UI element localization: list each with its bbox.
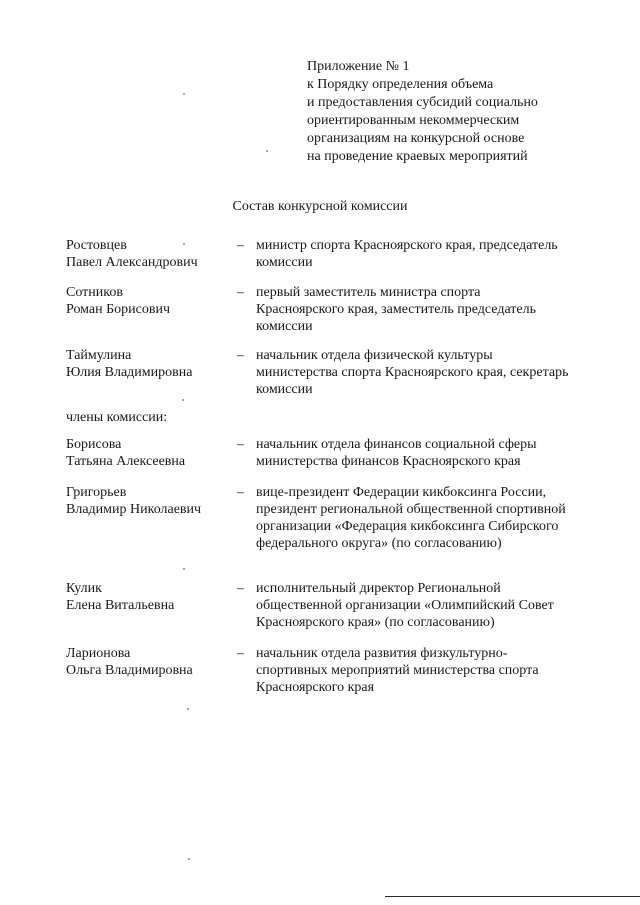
member-given-names: Елена Витальевна xyxy=(66,598,175,613)
appendix-line: на проведение краевых мероприятий xyxy=(307,149,528,164)
member-surname: Григорьев xyxy=(66,485,127,500)
scan-speck xyxy=(187,708,189,710)
member-role: вице-президент Федерации кикбоксинга России, президент региональной общественной спортивной организации «Федерация кикбоксинга Сибирского федерального округа» (по согласованию) xyxy=(256,485,566,551)
document-title: Состав конкурсной комиссии xyxy=(232,199,408,214)
bottom-rule xyxy=(385,896,640,897)
scan-speck xyxy=(183,243,185,245)
member-given-names: Владимир Николаевич xyxy=(66,502,202,517)
member-name xyxy=(66,436,236,470)
dash: – xyxy=(237,437,244,452)
member-role: начальник отдела развития физкультурно-спортивных мероприятий министерства спорта Красноярского края xyxy=(256,646,539,695)
member-surname: Ларионова xyxy=(66,646,131,661)
scan-speck xyxy=(182,399,184,401)
member-surname: Ростовцев xyxy=(66,238,127,253)
member-role: начальник отдела финансов социальной сферы министерства финансов Красноярского края xyxy=(256,437,537,469)
dash: – xyxy=(237,581,244,596)
dash: – xyxy=(237,285,244,300)
member-name xyxy=(66,645,236,679)
appendix-line: к Порядку определения объема xyxy=(307,77,494,92)
member-name xyxy=(66,580,236,614)
appendix-header xyxy=(307,58,627,166)
dash: – xyxy=(237,348,244,363)
member-name xyxy=(66,484,236,518)
member-name xyxy=(66,284,236,318)
member-name xyxy=(66,237,236,271)
member-surname: Сотников xyxy=(66,285,123,300)
members-label: члены комиссии: xyxy=(66,410,168,425)
scan-speck xyxy=(183,93,185,95)
member-role: первый заместитель министра спорта Красноярского края, заместитель председатель комиссии xyxy=(256,285,537,334)
member-given-names: Ольга Владимировна xyxy=(66,663,193,678)
member-surname: Таймулина xyxy=(66,348,132,363)
appendix-line: организациям на конкурсной основе xyxy=(307,131,525,146)
member-role: министр спорта Красноярского края, председатель комиссии xyxy=(256,238,558,270)
appendix-line: и предоставления субсидий социально xyxy=(307,95,538,110)
scan-speck xyxy=(266,150,268,152)
member-given-names: Татьяна Алексеевна xyxy=(66,454,186,469)
appendix-line: ориентированным некоммерческим xyxy=(307,113,520,128)
member-surname: Кулик xyxy=(66,581,102,596)
scan-speck xyxy=(188,858,190,860)
member-given-names: Павел Александрович xyxy=(66,255,198,270)
member-role: исполнительный директор Региональной общественной организации «Олимпийский Совет Красноярского края» (по согласованию) xyxy=(256,581,554,630)
member-given-names: Юлия Владимировна xyxy=(66,365,193,380)
dash: – xyxy=(237,485,244,500)
member-surname: Борисова xyxy=(66,437,122,452)
dash: – xyxy=(237,646,244,661)
appendix-line: Приложение № 1 xyxy=(307,59,410,74)
member-given-names: Роман Борисович xyxy=(66,302,171,317)
member-role: начальник отдела физической культуры министерства спорта Красноярского края, секретарь комиссии xyxy=(256,348,569,397)
member-name xyxy=(66,347,236,381)
scan-speck xyxy=(183,568,185,570)
dash: – xyxy=(237,238,244,253)
